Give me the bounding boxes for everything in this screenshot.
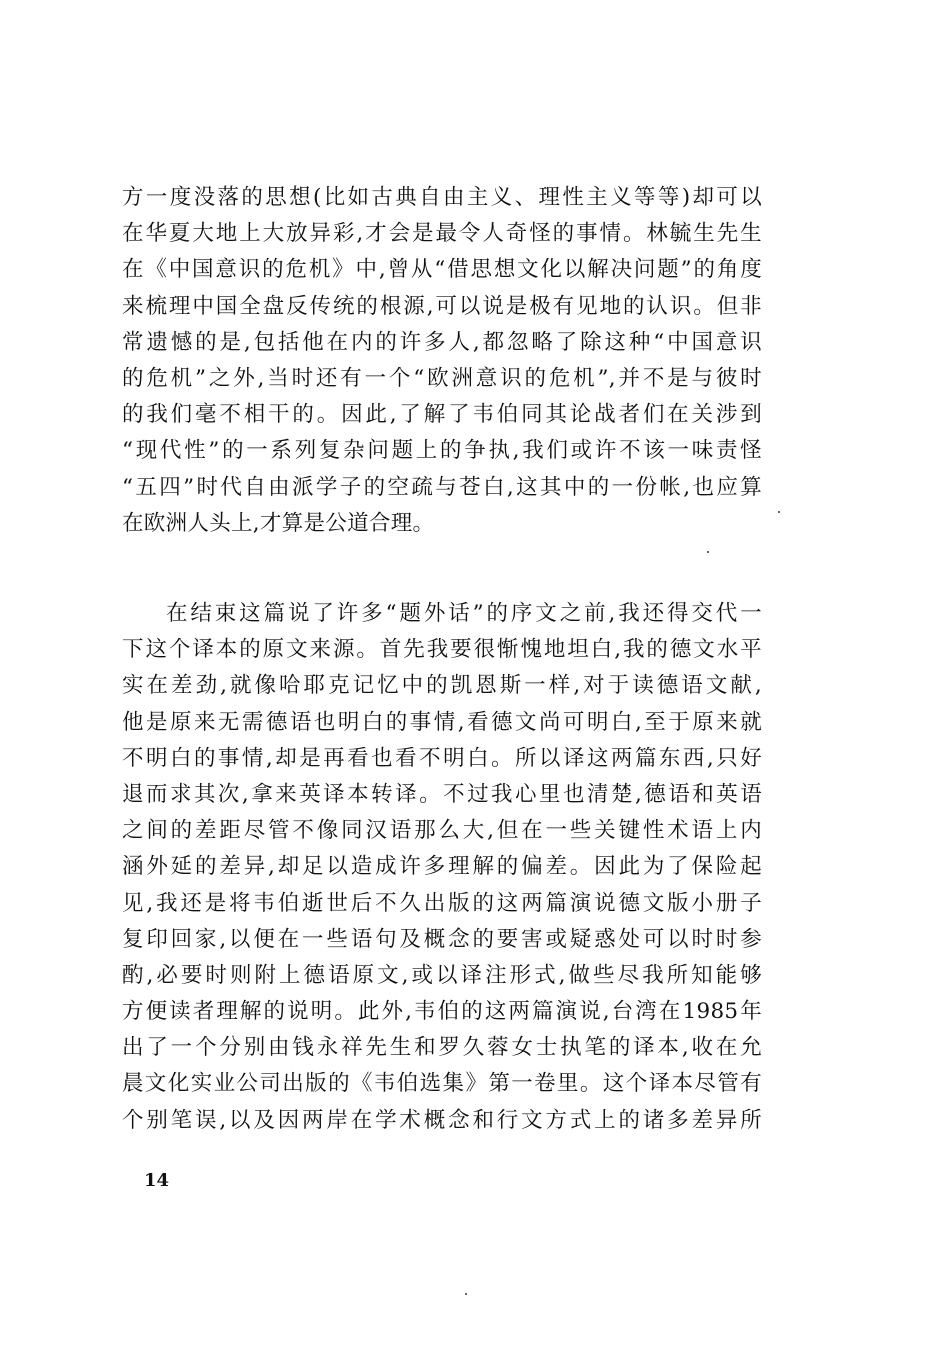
text-line: 不明白的事情,却是再看也看不明白。所以译这两篇东西,只好 bbox=[122, 745, 762, 771]
text-line: 常遗憾的是,包括他在内的许多人,都忽略了除这种“中国意识 bbox=[122, 329, 762, 355]
text-line: 的危机”之外,当时还有一个“欧洲意识的危机”,并不是与彼时 bbox=[122, 365, 762, 391]
text-line: 实在差劲,就像哈耶克记忆中的凯恩斯一样,对于读德语文献, bbox=[122, 673, 762, 699]
text-line: 在《中国意识的危机》中,曾从“借思想文化以解决问题”的角度 bbox=[122, 257, 762, 283]
scan-speck bbox=[465, 1293, 467, 1295]
text-line: 方一度没落的思想(比如古典自由主义、理性主义等等)却可以 bbox=[122, 185, 762, 210]
text-line: 他是原来无需德语也明白的事情,看德文尚可明白,至于原来就 bbox=[122, 709, 762, 735]
text-line: 下这个译本的原文来源。首先我要很惭愧地坦白,我的德文水平 bbox=[122, 637, 762, 663]
text-line: 在结束这篇说了许多“题外话”的序文之前,我还得交代一 bbox=[166, 601, 762, 626]
paragraph-2 bbox=[122, 596, 762, 1139]
page-number: 14 bbox=[144, 1170, 170, 1191]
scan-speck bbox=[707, 551, 709, 553]
text-line: “五四”时代自由派学子的空疏与苍白,这其中的一份帐,也应算 bbox=[122, 474, 762, 500]
text-line: 在华夏大地上大放异彩,才会是最令人奇怪的事情。林毓生先生 bbox=[122, 221, 762, 247]
text-line: 出了一个分别由钱永祥先生和罗久蓉女士执笔的译本,收在允 bbox=[122, 1035, 762, 1061]
text-line: 涵外延的差异,却足以造成许多理解的偏差。因此为了保险起 bbox=[122, 854, 762, 880]
text-line: 之间的差距尽管不像同汉语那么大,但在一些关键性术语上内 bbox=[122, 818, 762, 844]
text-line: 个别笔误,以及因两岸在学术概念和行文方式上的诸多差异所 bbox=[122, 1107, 762, 1133]
text-line: 复印回家,以便在一些语句及概念的要害或疑惑处可以时时参 bbox=[122, 926, 762, 952]
scan-speck bbox=[778, 511, 780, 513]
text-line: 退而求其次,拿来英译本转译。不过我心里也清楚,德语和英语 bbox=[122, 781, 762, 807]
text-line: 的我们毫不相干的。因此,了解了韦伯同其论战者们在关涉到 bbox=[122, 402, 762, 428]
text-line: 晨文化实业公司出版的《韦伯选集》第一卷里。这个译本尽管有 bbox=[122, 1071, 762, 1097]
text-line: 方便读者理解的说明。此外,韦伯的这两篇演说,台湾在1985年 bbox=[122, 999, 762, 1025]
text-line: 来梳理中国全盘反传统的根源,可以说是极有见地的认识。但非 bbox=[122, 293, 762, 319]
text-line: 见,我还是将韦伯逝世后不久出版的这两篇演说德文版小册子 bbox=[122, 890, 762, 916]
text-line: “现代性”的一系列复杂问题上的争执,我们或许不该一味责怪 bbox=[122, 438, 762, 464]
paragraph-1 bbox=[122, 180, 762, 542]
text-line: 酌,必要时则附上德语原文,或以译注形式,做些尽我所知能够 bbox=[122, 962, 762, 988]
text-line: 在欧洲人头上,才算是公道合理。 bbox=[122, 510, 435, 536]
